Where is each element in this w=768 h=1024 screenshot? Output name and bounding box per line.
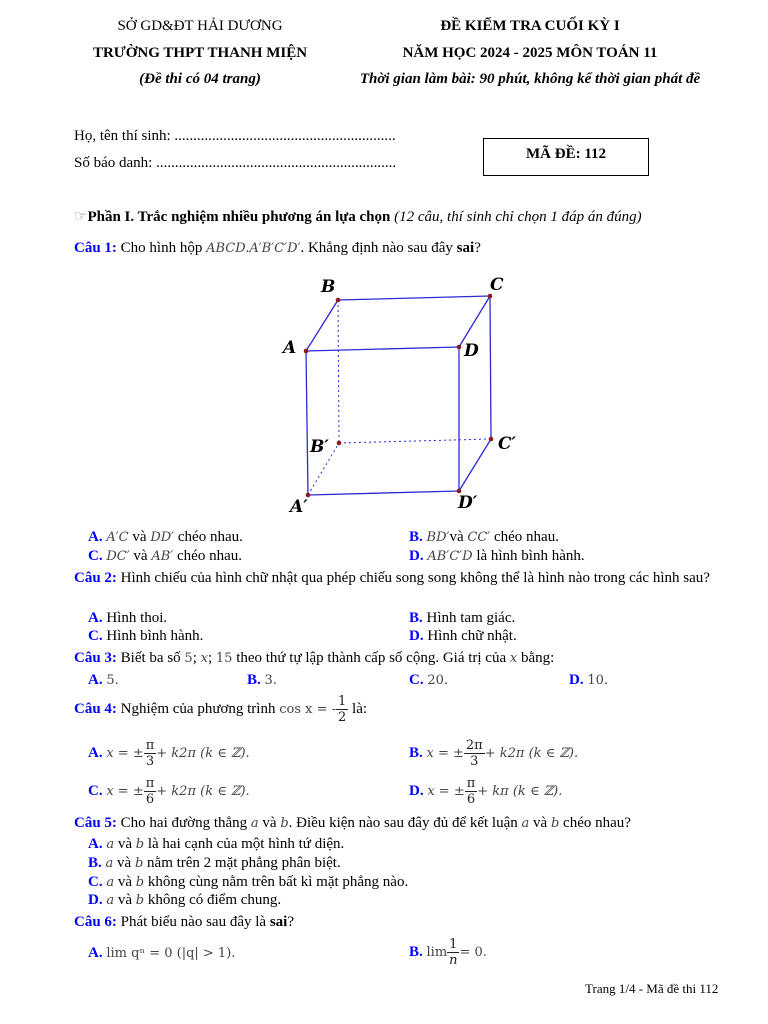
q2-text: Hình chiếu của hình chữ nhật qua phép chiếu song song không thể là hình nào trong các hình sau?	[116, 570, 710, 586]
q1-text: Cho hình hộp	[116, 240, 207, 256]
option-math: DC′	[106, 549, 130, 564]
q1-option-c[interactable]	[88, 548, 242, 565]
q2-label: Câu 2:	[74, 570, 117, 586]
fraction-denominator: 6	[466, 792, 476, 807]
option-text: không cùng nằm trên bất kì mặt phẳng nào.	[144, 874, 409, 890]
q1-option-a[interactable]	[88, 529, 243, 546]
vertex-c1	[489, 437, 494, 442]
q5-option-c[interactable]	[88, 874, 408, 891]
option-text: chéo nhau.	[173, 548, 242, 564]
edge-cc1	[490, 296, 491, 439]
option-key: C.	[88, 782, 103, 799]
q5-text-b: . Điều kiện nào sau đây đủ để kết luận	[288, 815, 522, 831]
label-a1: A′	[290, 497, 308, 517]
option-value: 5.	[106, 673, 119, 688]
option-key: D.	[569, 672, 584, 688]
q2-option-c[interactable]	[88, 628, 203, 645]
q2-option-b[interactable]	[409, 610, 515, 627]
vertex-d	[457, 345, 462, 350]
option-math: + kπ (k ∈ ℤ).	[477, 783, 563, 799]
q4-text-b: là:	[352, 700, 368, 717]
option-key: B.	[409, 610, 423, 626]
q3-term-3: 15	[215, 651, 233, 666]
part1-title: Phần I. Trắc nghiệm nhiều phương án lựa chọn	[87, 209, 391, 225]
fraction-denominator: 3	[470, 754, 479, 769]
fraction-numerator: 2π	[465, 738, 483, 753]
q1-label: Câu 1:	[74, 240, 117, 256]
q3-sep: ;	[207, 650, 216, 666]
exam-code: MÃ ĐỀ: 112	[526, 146, 606, 162]
option-math: = 0.	[459, 944, 487, 960]
student-name-line: Họ, tên thí sinh: ...........................................................	[74, 128, 396, 144]
option-math: A′C	[106, 530, 129, 545]
q3-text: Biết ba số	[116, 650, 185, 666]
option-math: + k2π (k ∈ ℤ).	[484, 745, 579, 761]
fraction-numerator: π	[145, 738, 155, 753]
option-fraction	[447, 937, 459, 968]
fraction-numerator: 1	[449, 937, 458, 952]
option-key: A.	[88, 672, 103, 688]
option-key: B.	[88, 855, 102, 871]
q4-option-b[interactable]	[409, 738, 578, 769]
fraction-denominator: n	[449, 953, 458, 968]
option-text: và	[114, 892, 136, 908]
option-text: Hình thoi.	[102, 610, 168, 626]
option-math: x = ±	[106, 745, 144, 761]
option-key: D.	[88, 892, 103, 908]
department-name: SỞ GD&ĐT HẢI DƯƠNG	[117, 18, 283, 34]
q4-fraction	[336, 694, 348, 725]
q3-option-b[interactable]	[247, 672, 277, 689]
q3-text-b: theo thứ tự lập thành cấp số cộng. Giá trị của	[232, 650, 510, 666]
q6-text: Phát biểu nào sau đây là	[116, 914, 270, 930]
option-key: B.	[409, 943, 423, 960]
option-text: là hình bình hành.	[472, 548, 585, 564]
option-math: x = ±	[426, 745, 464, 761]
option-math: a	[106, 837, 115, 852]
edge-b1c1-hidden	[339, 439, 491, 443]
q3-option-c[interactable]	[409, 672, 448, 689]
option-text: và	[449, 529, 468, 545]
option-math: CC′	[467, 530, 491, 545]
option-math: b	[135, 875, 145, 890]
option-value: 3.	[264, 673, 277, 688]
option-key: D.	[409, 628, 424, 644]
q1-option-d[interactable]	[409, 548, 585, 565]
edge-bb1-hidden	[338, 300, 339, 443]
school-name: TRƯỜNG THPT THANH MIỆN	[92, 45, 308, 61]
option-text: nằm trên 2 mặt phẳng phân biệt.	[143, 855, 341, 871]
option-math: b	[135, 837, 145, 852]
q1-option-b[interactable]	[409, 529, 559, 546]
option-math: + k2π (k ∈ ℤ).	[156, 783, 250, 799]
year-subject: NĂM HỌC 2024 - 2025 MÔN TOÁN 11	[402, 45, 658, 61]
q1-end: ?	[474, 240, 481, 256]
exam-code-box	[483, 138, 649, 176]
q5-option-a[interactable]	[88, 836, 344, 853]
option-fraction	[144, 776, 157, 807]
option-text: chéo nhau.	[174, 529, 243, 545]
q4-text: Nghiệm của phương trình	[116, 700, 280, 717]
vertex-b1	[337, 441, 342, 446]
q4-label: Câu 4:	[74, 700, 117, 717]
q5-label: Câu 5:	[74, 815, 117, 831]
q2-option-d[interactable]	[409, 628, 517, 645]
option-fraction	[465, 776, 478, 807]
fraction-denominator: 3	[145, 754, 155, 769]
edge-dc	[459, 296, 490, 347]
q4-expression: cos x = -	[279, 701, 337, 717]
option-fraction	[144, 738, 157, 769]
option-text: Hình bình hành.	[102, 628, 204, 644]
option-math: BD′	[426, 530, 450, 545]
option-text: Hình tam giác.	[422, 610, 516, 626]
option-text: và	[128, 529, 151, 545]
q5-text-c: chéo nhau?	[559, 815, 631, 831]
option-fraction	[464, 738, 485, 769]
cube-figure	[270, 270, 530, 520]
vertex-b	[336, 298, 341, 303]
option-text: và	[114, 874, 136, 890]
option-text: không có điểm chung.	[144, 892, 282, 908]
option-math: x = ±	[427, 783, 465, 799]
q1-emphasis: sai	[456, 240, 475, 256]
option-key: C.	[88, 548, 103, 564]
option-text: chéo nhau.	[490, 529, 559, 545]
option-key: C.	[88, 628, 103, 644]
fraction-denominator: 6	[145, 792, 155, 807]
option-key: A.	[88, 836, 103, 852]
part1-heading	[74, 209, 642, 226]
q1-expression: ABCD.A′B′C′D′	[206, 241, 301, 256]
part1-note: (12 câu, thí sinh chỉ chọn 1 đáp án đúng)	[390, 209, 642, 225]
q5-var-a: a	[250, 816, 259, 831]
q3-option-d[interactable]	[569, 672, 608, 689]
q6-end: ?	[287, 914, 294, 930]
q6-emphasis: sai	[269, 914, 288, 930]
option-key: B.	[409, 529, 423, 545]
label-a: A	[283, 338, 297, 358]
exam-title: ĐỀ KIỂM TRA CUỐI KỲ I	[440, 18, 620, 34]
option-key: A.	[88, 945, 103, 961]
q6-option-a[interactable]	[88, 945, 235, 962]
q3-term-2: x	[200, 651, 208, 666]
option-key: A.	[88, 529, 103, 545]
q5-and: và	[258, 815, 281, 831]
option-math: + k2π (k ∈ ℤ).	[156, 745, 250, 761]
q4-option-a[interactable]	[88, 738, 250, 769]
question-2	[74, 570, 734, 587]
edge-a1d1	[308, 491, 459, 495]
option-key: B.	[409, 744, 423, 761]
q6-label: Câu 6:	[74, 914, 117, 930]
option-text: và	[114, 836, 136, 852]
option-math: AB′C′D	[427, 549, 473, 564]
option-math: a	[106, 893, 115, 908]
fraction-numerator: 1	[338, 694, 347, 709]
option-math: x = ±	[106, 783, 144, 799]
option-key: A.	[88, 610, 103, 626]
q5-var-b: b	[280, 816, 289, 831]
q4-option-c[interactable]	[88, 776, 250, 807]
pointing-hand-icon: ☞	[74, 209, 88, 225]
q3-var: x	[509, 651, 518, 666]
q5-option-d[interactable]	[88, 892, 281, 909]
page-footer: Trang 1/4 - Mã đề thi 112	[585, 981, 719, 996]
option-key: D.	[409, 782, 424, 799]
fraction-denominator: 2	[338, 710, 347, 725]
option-key: B.	[247, 672, 261, 688]
edge-ad	[306, 347, 459, 351]
label-b: B	[321, 277, 336, 297]
q5-text: Cho hai đường thẳng	[116, 815, 251, 831]
q1-text-b: . Khẳng định nào sau đây	[300, 240, 457, 256]
option-key: C.	[409, 672, 424, 688]
q5-var-b: b	[550, 816, 560, 831]
option-math: b	[134, 856, 144, 871]
q3-term-1: 5	[184, 651, 193, 666]
exam-time: Thời gian làm bài: 90 phút, không kể thời gian phát đề	[359, 71, 701, 87]
q5-and: và	[529, 815, 551, 831]
label-d: D	[464, 341, 479, 361]
question-3	[74, 650, 554, 667]
edge-ab	[306, 300, 338, 351]
vertex-a	[304, 349, 309, 354]
option-text: là hai cạnh của một hình tứ diện.	[144, 836, 345, 852]
q4-option-d[interactable]	[409, 776, 562, 807]
student-id-line: Số báo danh: ................................................................	[74, 155, 397, 171]
question-6	[74, 914, 294, 931]
option-value: 10.	[587, 673, 609, 688]
label-b1: B′	[310, 437, 329, 457]
fraction-numerator: π	[466, 776, 476, 791]
option-math: a	[105, 856, 114, 871]
q3-option-a[interactable]	[88, 672, 119, 689]
question-1	[74, 240, 481, 257]
q6-option-b[interactable]	[409, 937, 487, 968]
label-d1: D′	[458, 493, 478, 513]
page-count-note: (Đề thi có 04 trang)	[139, 71, 261, 87]
q3-sep: ;	[192, 650, 201, 666]
fraction-numerator: π	[145, 776, 155, 791]
edge-bc	[338, 296, 490, 300]
option-key: A.	[88, 744, 103, 761]
edge-d1c1	[459, 439, 491, 491]
option-text: và	[113, 855, 135, 871]
option-math: b	[135, 893, 145, 908]
label-c1: C′	[498, 434, 517, 454]
q2-option-a[interactable]	[88, 610, 167, 627]
option-math: a	[106, 875, 115, 890]
option-value: 20.	[427, 673, 449, 688]
question-4	[74, 694, 367, 725]
option-math: lim qⁿ = 0 (|q| > 1).	[106, 946, 236, 961]
option-math: lim	[426, 944, 448, 960]
q5-option-b[interactable]	[88, 855, 341, 872]
q3-text-c: bằng:	[517, 650, 555, 666]
edge-aa1	[306, 351, 308, 495]
option-key: C.	[88, 874, 103, 890]
q5-var-a: a	[521, 816, 530, 831]
question-5	[74, 815, 631, 832]
option-math: AB′	[151, 549, 174, 564]
option-text: và	[129, 548, 152, 564]
option-text: Hình chữ nhật.	[423, 628, 517, 644]
q3-label: Câu 3:	[74, 650, 117, 666]
option-math: DD′	[150, 530, 175, 545]
option-key: D.	[409, 548, 424, 564]
label-c: C	[490, 275, 504, 295]
